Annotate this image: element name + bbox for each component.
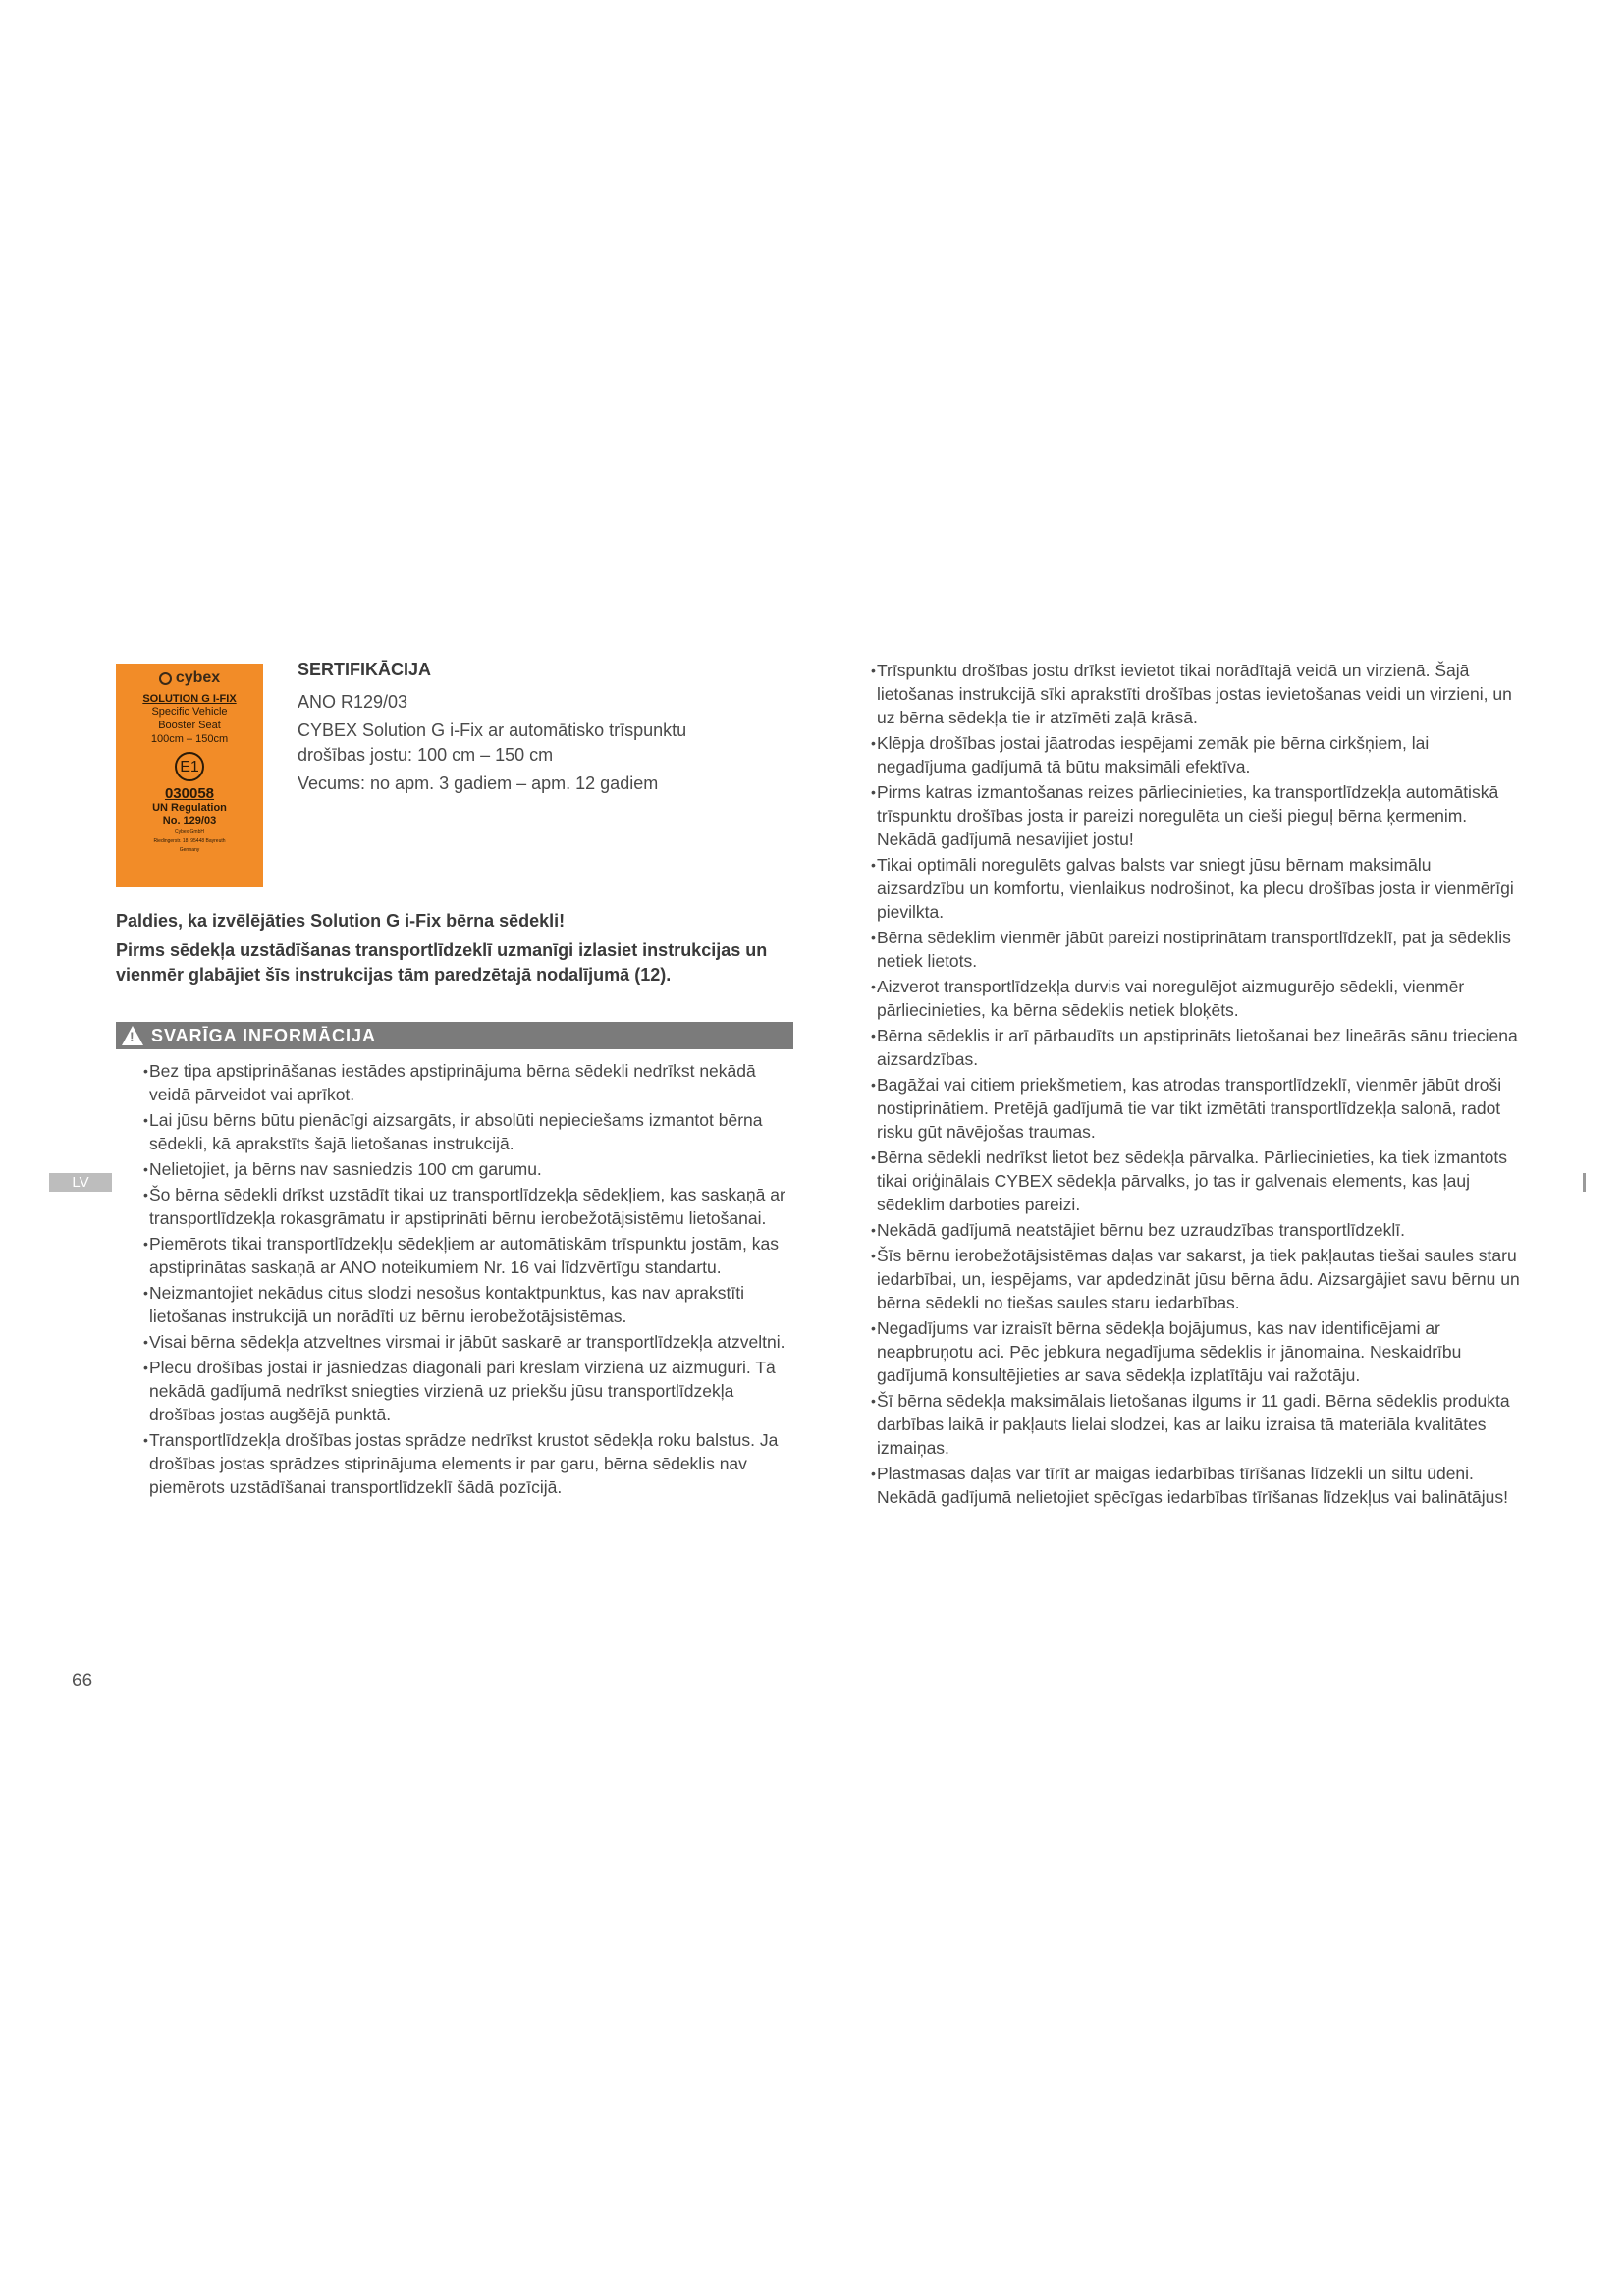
list-item: • Bērna sēdeklim vienmēr jābūt pareizi nostiprinātam transportlīdzeklī, pat ja sēdeklis netiek lietots.	[877, 926, 1523, 973]
left-column	[149, 1059, 793, 1501]
right-column	[877, 659, 1523, 1511]
list-item: • Tikai optimāli noregulēts galvas balsts var sniegt jūsu bērnam maksimālu aizsardzību un komfortu, vienlaikus nodrošinot, ka plecu drošības josta ir vienmērīgi pievilkta.	[877, 853, 1523, 924]
address-small: Riedingerstr. 18, 95448 Bayreuth	[153, 838, 226, 844]
regulation-number: No. 129/03	[162, 815, 217, 827]
language-tab: LV	[49, 1173, 112, 1192]
regulation: UN Regulation	[152, 802, 227, 814]
brand-name: cybex	[175, 669, 221, 686]
list-item: • Šīs bērnu ierobežotājsistēmas daļas var sakarst, ja tiek pakļautas tiešai saules staru iedarbībai, un, iespējams, var apdedzināt jūsu bērna ādu. Aizsargājiet savu bērnu un bērna sēdekli no tiešas saules staru iedarbības.	[877, 1244, 1523, 1314]
list-item: • Bērna sēdekli nedrīkst lietot bez sēdekļa pārvalka. Pārliecinieties, ka tiek izmantots tikai oriģinālais CYBEX sēdekļa pārvalks, jo tas ir galvenais elements, kas ļauj sēdeklim darboties pareizi.	[877, 1146, 1523, 1216]
margin-marker	[1583, 1173, 1586, 1192]
certification-product: CYBEX Solution G i-Fix ar automātisko trīspunktu drošības jostu: 100 cm – 150 cm	[298, 721, 687, 765]
certification-block	[298, 658, 759, 800]
intro-instructions: Pirms sēdekļa uzstādīšanas transportlīdzeklī uzmanīgi izlasiet instrukcijas un vienmēr glabājiet šīs instrukcijas tām paredzētajā nodalījumā (12).	[116, 940, 768, 985]
list-item: • Bagāžai vai citiem priekšmetiem, kas atrodas transportlīdzeklī, vienmēr jābūt droši nostiprinātiem. Pretējā gadījumā tie var tikt izmētāti transportlīdzekļa salonā, radot risku gūt nāvējošas traumas.	[877, 1073, 1523, 1144]
list-item: • Bērna sēdeklis ir arī pārbaudīts un apstiprināts lietošanai bez lineārās sānu trieciena aizsardzības.	[877, 1024, 1523, 1071]
list-item: • Trīspunktu drošības jostu drīkst ievietot tikai norādītajā veidā un virzienā. Šajā lietošanas instrukcijā sīki aprakstīti drošības jostas ievietošanas veidi un virzieni, un uz bērna sēdekļa tie ir atzīmēti zaļā krāsā.	[877, 659, 1523, 729]
cybex-logo-icon	[159, 672, 172, 685]
warning-triangle-icon: !	[122, 1026, 143, 1045]
approval-number: 030058	[164, 785, 215, 802]
certification-standard: ANO R129/03	[298, 692, 408, 712]
certification-age: Vecums: no apm. 3 gadiem – apm. 12 gadiem	[298, 774, 659, 793]
list-item: • Neizmantojiet nekādus citus slodzi nesošus kontaktpunktus, kas nav aprakstīti lietošanas instrukcijā un norādīti uz bērnu ierobežotājsistēmas.	[149, 1281, 793, 1328]
label-line: Booster Seat	[158, 720, 221, 731]
warning-title: SVARĪGA INFORMĀCIJA	[151, 1025, 377, 1045]
list-item: • Plastmasas daļas var tīrīt ar maigas iedarbības tīrīšanas līdzekli un siltu ūdeni. Nekādā gadījumā nelietojiet spēcīgas iedarbības tīrīšanas līdzekļus vai balinātājus!	[877, 1462, 1523, 1509]
list-item: • Šī bērna sēdekļa maksimālais lietošanas ilgums ir 11 gadi. Bērna sēdeklis produkta darbības laikā ir pakļauts lielai slodzei, kas ar laiku izraisa tā materiāla kvalitātes izmaiņas.	[877, 1389, 1523, 1460]
list-item: • Pirms katras izmantošanas reizes pārliecinieties, ka transportlīdzekļa automātiskā trīspunktu drošības josta ir pareizi noregulēta un cieši pieguļ bērna ķermenim. Nekādā gadījumā nesavijiet jostu!	[877, 780, 1523, 851]
brand-mark	[116, 669, 263, 687]
list-item: • Negadījums var izraisīt bērna sēdekļa bojājumus, kas nav identificējami ar neapbruņotu aci. Pēc jebkura negadījuma sēdeklis ir jānomaina. Neskaidrību gadījumā konsultējieties ar sava sēdekļa izplatītāju vai ražotāju.	[877, 1316, 1523, 1387]
list-item: • Lai jūsu bērns būtu pienācīgi aizsargāts, ir absolūti nepieciešams izmantot bērna sēdekli, kā aprakstīts šajā lietošanas instrukcijā.	[149, 1108, 793, 1155]
label-product: SOLUTION G I-FIX	[142, 693, 237, 705]
label-line: 100cm – 150cm	[150, 733, 229, 745]
intro-block	[116, 909, 793, 992]
maker-small: Cybex GmbH	[174, 829, 204, 835]
list-item: • Klēpja drošības jostai jāatrodas iespējami zemāk pie bērna cirkšņiem, lai negadījuma gadījumā tā būtu maksimāli efektīva.	[877, 731, 1523, 778]
e-mark: E1	[175, 752, 204, 781]
list-item: • Transportlīdzekļa drošības jostas sprādze nedrīkst krustot sēdekļa roku balstus. Ja drošības jostas sprādzes stiprinājuma elements ir par garu, bērna sēdeklis nav piemērots uzstādīšanai transportlīdzeklī šādā pozīcijā.	[149, 1428, 793, 1499]
list-item: • Nelietojiet, ja bērns nav sasniedzis 100 cm garumu.	[149, 1157, 793, 1181]
intro-thanks: Paldies, ka izvēlējāties Solution G i-Fix bērna sēdekli!	[116, 911, 566, 931]
country-small: Germany	[179, 847, 200, 853]
label-line: Specific Vehicle	[151, 706, 228, 718]
list-item: • Aizverot transportlīdzekļa durvis vai noregulējot aizmugurējo sēdekli, vienmēr pārliecinieties, ka bērna sēdeklis netiek bloķēts.	[877, 975, 1523, 1022]
list-item: • Piemērots tikai transportlīdzekļu sēdekļiem ar automātiskām trīspunktu jostām, kas apstiprinātas saskaņā ar ANO noteikumiem Nr. 16 vai līdzvērtīgu standartu.	[149, 1232, 793, 1279]
list-item: • Plecu drošības jostai ir jāsniedzas diagonāli pāri krēslam virzienā uz aizmuguri. Tā nekādā gadījumā nedrīkst sniegties virzienā uz priekšu jūsu transportlīdzekļa drošības jostas augšējā punktā.	[149, 1356, 793, 1426]
list-item: • Nekādā gadījumā neatstājiet bērnu bez uzraudzības transportlīdzeklī.	[877, 1218, 1523, 1242]
list-item: • Šo bērna sēdekli drīkst uzstādīt tikai uz transportlīdzekļa sēdekļiem, kas saskaņā ar transportlīdzekļa rokasgrāmatu ir apstiprināti bērnu ierobežotājsistēmu lietošanai.	[149, 1183, 793, 1230]
approval-label	[116, 664, 263, 887]
warning-header	[116, 1022, 793, 1049]
list-item: • Visai bērna sēdekļa atzveltnes virsmai ir jābūt saskarē ar transportlīdzekļa atzveltni.	[149, 1330, 793, 1354]
certification-title: SERTIFIKĀCIJA	[298, 660, 432, 679]
list-item: • Bez tipa apstiprināšanas iestādes apstiprinājuma bērna sēdekli nedrīkst nekādā veidā pārveidot vai aprīkot.	[149, 1059, 793, 1106]
page-number: 66	[72, 1671, 93, 1691]
